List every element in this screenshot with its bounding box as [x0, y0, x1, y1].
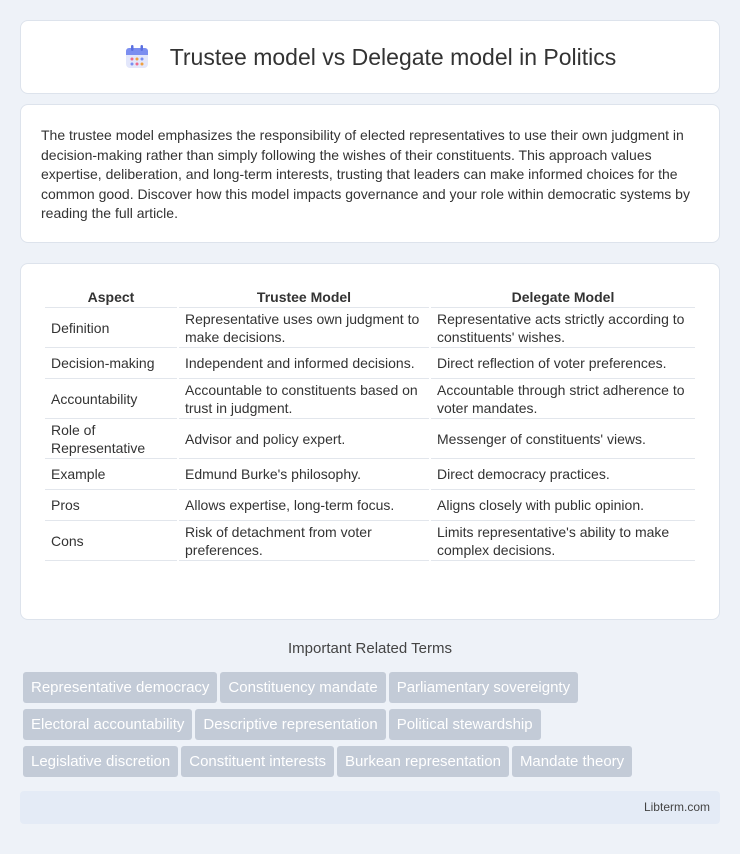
calendar-icon: [124, 44, 150, 70]
related-terms-list: [23, 672, 723, 783]
table-row: [45, 348, 695, 379]
footer-site-link[interactable]: Libterm.com: [643, 800, 710, 814]
row-delegate: Limits representative's ability to make complex decisions.: [431, 521, 695, 561]
title-card: [20, 20, 720, 94]
row-aspect: Example: [45, 459, 177, 490]
row-trustee: Advisor and policy expert.: [179, 419, 429, 459]
row-aspect: Cons: [45, 521, 177, 561]
header-trustee: Trustee Model: [179, 286, 429, 308]
table-row: [45, 308, 695, 348]
row-delegate: Aligns closely with public opinion.: [431, 490, 695, 521]
related-term-tag[interactable]: Legislative discretion: [23, 746, 178, 777]
header-aspect: Aspect: [45, 286, 177, 308]
footer: [20, 791, 720, 824]
related-term-tag[interactable]: Descriptive representation: [195, 709, 385, 740]
header-delegate: Delegate Model: [431, 286, 695, 308]
related-term-tag[interactable]: Constituency mandate: [220, 672, 385, 703]
table-row: [45, 379, 695, 419]
row-trustee: Allows expertise, long-term focus.: [179, 490, 429, 521]
row-trustee: Accountable to constituents based on trust in judgment.: [179, 379, 429, 419]
related-term-tag[interactable]: Burkean representation: [337, 746, 509, 777]
related-term-tag[interactable]: Constituent interests: [181, 746, 334, 777]
intro-card: [20, 104, 720, 243]
related-term-tag[interactable]: Electoral accountability: [23, 709, 192, 740]
row-delegate: Accountable through strict adherence to voter mandates.: [431, 379, 695, 419]
row-aspect: Role of Representative: [45, 419, 177, 459]
row-aspect: Accountability: [45, 379, 177, 419]
table-header-row: [45, 286, 695, 308]
intro-paragraph: The trustee model emphasizes the responsibility of elected representatives to use their own judgment in decision-making rather than simply following the wishes of their constituents. This approach values expertise, deliberation, and long-term interests, trusting that leaders can make informed choices for the common good. Discover how this model impacts governance and your role within democratic systems by reading the full article.: [41, 127, 690, 222]
related-term-tag[interactable]: Mandate theory: [512, 746, 632, 777]
comparison-card: [20, 263, 720, 620]
table-row: [45, 459, 695, 490]
comparison-table: [43, 286, 697, 561]
row-delegate: Direct reflection of voter preferences.: [431, 348, 695, 379]
related-term-tag[interactable]: Representative democracy: [23, 672, 217, 703]
row-aspect: Definition: [45, 308, 177, 348]
row-delegate: Messenger of constituents' views.: [431, 419, 695, 459]
page-title: Trustee model vs Delegate model in Politics: [169, 43, 617, 70]
row-aspect: Pros: [45, 490, 177, 521]
row-trustee: Independent and informed decisions.: [179, 348, 429, 379]
row-delegate: Direct democracy practices.: [431, 459, 695, 490]
row-delegate: Representative acts strictly according to constituents' wishes.: [431, 308, 695, 348]
table-row: [45, 490, 695, 521]
related-terms-title: Important Related Terms: [288, 640, 452, 657]
related-term-tag[interactable]: Political stewardship: [389, 709, 541, 740]
row-aspect: Decision-making: [45, 348, 177, 379]
related-term-tag[interactable]: Parliamentary sovereignty: [389, 672, 578, 703]
row-trustee: Representative uses own judgment to make decisions.: [179, 308, 429, 348]
row-trustee: Edmund Burke's philosophy.: [179, 459, 429, 490]
table-row: [45, 521, 695, 561]
row-trustee: Risk of detachment from voter preferences.: [179, 521, 429, 561]
table-row: [45, 419, 695, 459]
